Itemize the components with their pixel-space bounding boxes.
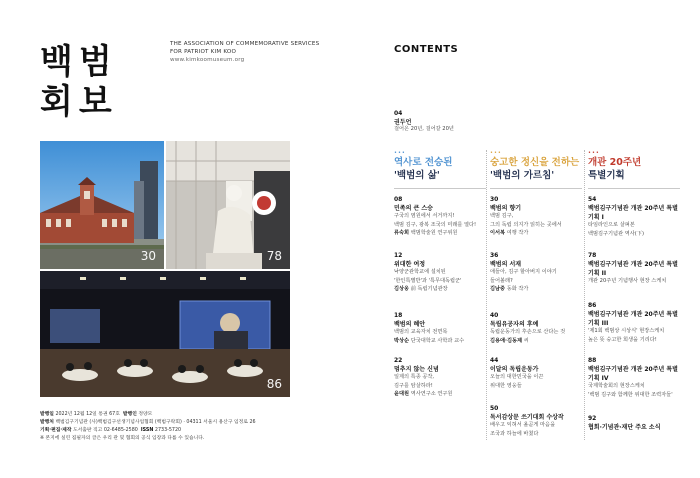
toc-entry-desc: 위대한 영웅들 <box>490 382 522 389</box>
toc-entry-title: 멈추지 않는 신념 <box>394 366 439 373</box>
toc-entry[interactable] <box>588 415 680 431</box>
column-header-3-line-1: 개관 20주년 <box>588 157 642 168</box>
toc-entry-title: 백범김구기념관 개관 20주년 특별기획 III <box>588 311 678 327</box>
toc-entry[interactable] <box>588 357 680 399</box>
header-divider <box>394 188 486 189</box>
logo-line-1: 백범 <box>40 42 118 82</box>
event-illustration <box>40 271 290 397</box>
photo-page-label: 86 <box>266 377 282 391</box>
association-block <box>170 40 319 64</box>
toc-entry-author: 윤대원 역사연구소 연구원 <box>394 391 453 398</box>
column-header-1-line-1: 역사로 전승된 <box>394 157 453 168</box>
toc-entry[interactable] <box>394 252 484 292</box>
toc-entry-desc: 독립운동가의 후손으로 산다는 것 <box>490 329 566 335</box>
toc-entry-desc: 조국과 하늘에 바쳤다 <box>490 430 539 437</box>
toc-entry-title: 이달의 독립운동가 <box>490 366 539 373</box>
colophon <box>40 411 310 443</box>
toc-entry-desc: 애들아, 김구 할아버지 이야기 <box>490 269 557 275</box>
column-header-3-line-2: 특별기획 <box>588 170 625 181</box>
toc-entry[interactable] <box>588 196 680 238</box>
column-header-3-marker: ••• <box>588 150 600 156</box>
toc-entry-desc: 개관 20주년 기념행사 현장 스케치 <box>588 278 667 284</box>
toc-entry-desc: 구국의 염원에서 서거까지! <box>394 213 455 219</box>
toc-entry-desc: 국제학술회의 현장스케치 <box>588 383 645 389</box>
toc-entry[interactable] <box>588 302 680 344</box>
toc-page-number: 78 <box>588 252 597 259</box>
toc-page-number: 50 <box>490 405 499 412</box>
photo-statue <box>166 141 290 269</box>
column-separator <box>486 150 487 440</box>
column-header-2-line-1: 숭고한 정신을 전하는 <box>490 157 580 168</box>
toc-entry-desc: 그의 독립 의지가 읽히는 곳에서 <box>490 221 562 228</box>
toc-entry-title: 민족의 큰 스승 <box>394 205 433 212</box>
toc-entry[interactable] <box>394 312 484 344</box>
intro-desc: 걸어온 20년, 걸어갈 20년 <box>394 126 454 132</box>
toc-entry-desc: 백범의 교육자치 전면목 <box>394 329 448 335</box>
toc-entry-desc: 김구를 암살하라! <box>394 382 433 389</box>
toc-entry-author: 박상순 단국대학교 사학과 교수 <box>394 337 465 344</box>
photo-page-label: 78 <box>266 249 282 263</box>
toc-entry[interactable] <box>588 252 680 286</box>
contents-title: CONTENTS <box>394 44 459 55</box>
toc-entry-title: 협회·기념관·재단 주요 소식 <box>588 424 661 431</box>
intro-entry[interactable] <box>394 110 534 134</box>
association-line-2: FOR PATRIOT KIM KOO <box>170 49 237 55</box>
header-divider <box>588 188 680 189</box>
toc-entry-desc: 백범 김구, 광복 조국의 미래를 열다! <box>394 221 477 228</box>
toc-entry-desc: 높은 뜻 숭고한 희생을 기리다! <box>588 336 657 343</box>
toc-entry-desc: 배우고 익혀서 올곧게 마음을 <box>490 422 556 428</box>
column-header-3 <box>588 150 678 182</box>
toc-page-number: 22 <box>394 357 403 364</box>
toc-entry-title: 백범의 서재 <box>490 261 522 268</box>
column-separator <box>584 150 585 440</box>
column-header-2-line-2: '백범의 가르침' <box>490 170 555 181</box>
toc-entry-desc: 들어볼래? <box>490 277 513 284</box>
toc-entry[interactable] <box>490 252 580 292</box>
logo-line-2: 회보 <box>40 82 118 122</box>
toc-entry[interactable] <box>490 357 580 390</box>
toc-entry-desc: 낙양군관학교에 설치된 <box>394 269 446 275</box>
column-header-1 <box>394 150 486 182</box>
toc-page-number: 40 <box>490 312 499 319</box>
photo-page-label: 30 <box>140 249 156 263</box>
toc-page-number: 08 <box>394 196 403 203</box>
association-url: www.kimkoomuseum.org <box>170 57 245 63</box>
toc-entry[interactable] <box>490 405 580 438</box>
toc-entry-desc: '제1회 백범상 시상식' 현장스케치 <box>588 328 665 334</box>
toc-entry[interactable] <box>394 196 484 236</box>
toc-entry-author: 이서복 여행 작가 <box>490 230 529 237</box>
toc-page-number: 54 <box>588 196 597 203</box>
association-line-1: THE ASSOCIATION OF COMMEMORATIVE SERVICES <box>170 41 320 47</box>
colophon-line-2: 발행처 백범김구기념관 (사)백범김구선생기념사업협회 (백범구락회) · 04311 서울시 용산구 임정로 26 <box>40 420 256 425</box>
toc-entry-title: 독서감상문 쓰기대회 수상작 <box>490 414 564 421</box>
toc-page-number: 86 <box>588 302 597 309</box>
toc-entry-title: 위대한 여정 <box>394 261 426 268</box>
toc-page-number: 30 <box>490 196 499 203</box>
toc-entry-desc: 백범 김구, <box>490 213 514 219</box>
toc-entry-desc: 오늘의 대한민국을 이끈 <box>490 374 544 380</box>
toc-page-number: 18 <box>394 312 403 319</box>
toc-entry-author: 김남중 동화 작가 <box>490 286 529 293</box>
toc-entry-author: 김용애·김동제 씨 <box>490 337 529 344</box>
toc-entry-title: 백범김구기념관 개관 20주년 특별기획 IV <box>588 366 678 382</box>
toc-entry-title: 백범김구기념관 개관 20주년 특별기획 I <box>588 205 678 221</box>
toc-entry-desc: 타임라인으로 살펴본 <box>588 222 635 228</box>
toc-entry-title: 백범김구기념관 개관 20주년 특별기획 II <box>588 261 678 277</box>
column-header-2-marker: ••• <box>490 150 502 156</box>
toc-entry[interactable] <box>490 312 580 344</box>
toc-page-number: 12 <box>394 252 403 259</box>
photo-event-hall <box>40 271 290 397</box>
toc-entry-author: 류숙희 백범학술원 연구위원 <box>394 230 458 237</box>
colophon-line-3: 기획·편집·제작 도서출판 직고 02-6485-2580 ISSN 2733-5720 <box>40 428 182 433</box>
intro-page-number: 04 <box>394 110 403 117</box>
magazine-logo <box>40 42 118 122</box>
toc-entry-desc: '백범 김구와 함께한 위대한 조력자들' <box>588 391 673 398</box>
column-header-1-marker: ••• <box>394 150 406 156</box>
toc-entry-title: 백범의 혜안 <box>394 321 426 328</box>
column-header-2 <box>490 150 585 182</box>
colophon-line-1: 발행일 2022년 12월 12일 통권 67호 발행인 정양모 <box>40 412 153 417</box>
column-header-1-line-2: '백범의 삶' <box>394 170 440 181</box>
toc-page-number: 88 <box>588 357 597 364</box>
toc-entry-desc: 일제의 특종 공작, <box>394 374 435 380</box>
photo-museum-building <box>40 141 164 269</box>
toc-entry-desc: 백범김구기념관 역사(下) <box>588 230 644 237</box>
toc-page-number: 92 <box>588 415 597 422</box>
header-divider <box>490 188 582 189</box>
toc-entry[interactable] <box>490 196 580 236</box>
colophon-notice: ※ 본지에 실린 집필자의 글은 우리 관 및 협회의 공식 입장과 다를 수 있습니다. <box>40 436 205 441</box>
toc-entry-title: 독립유공자의 후예 <box>490 321 539 328</box>
toc-page-number: 36 <box>490 252 499 259</box>
toc-entry-title: 백범의 향기 <box>490 205 522 212</box>
toc-entry[interactable] <box>394 357 484 397</box>
toc-entry-author: 김상웅 前 독립기념관장 <box>394 286 448 293</box>
intro-title: 권두언 <box>394 119 412 126</box>
toc-entry-desc: '한인특별반'과 '특무대독립군' <box>394 277 462 284</box>
toc-page-number: 44 <box>490 357 499 364</box>
